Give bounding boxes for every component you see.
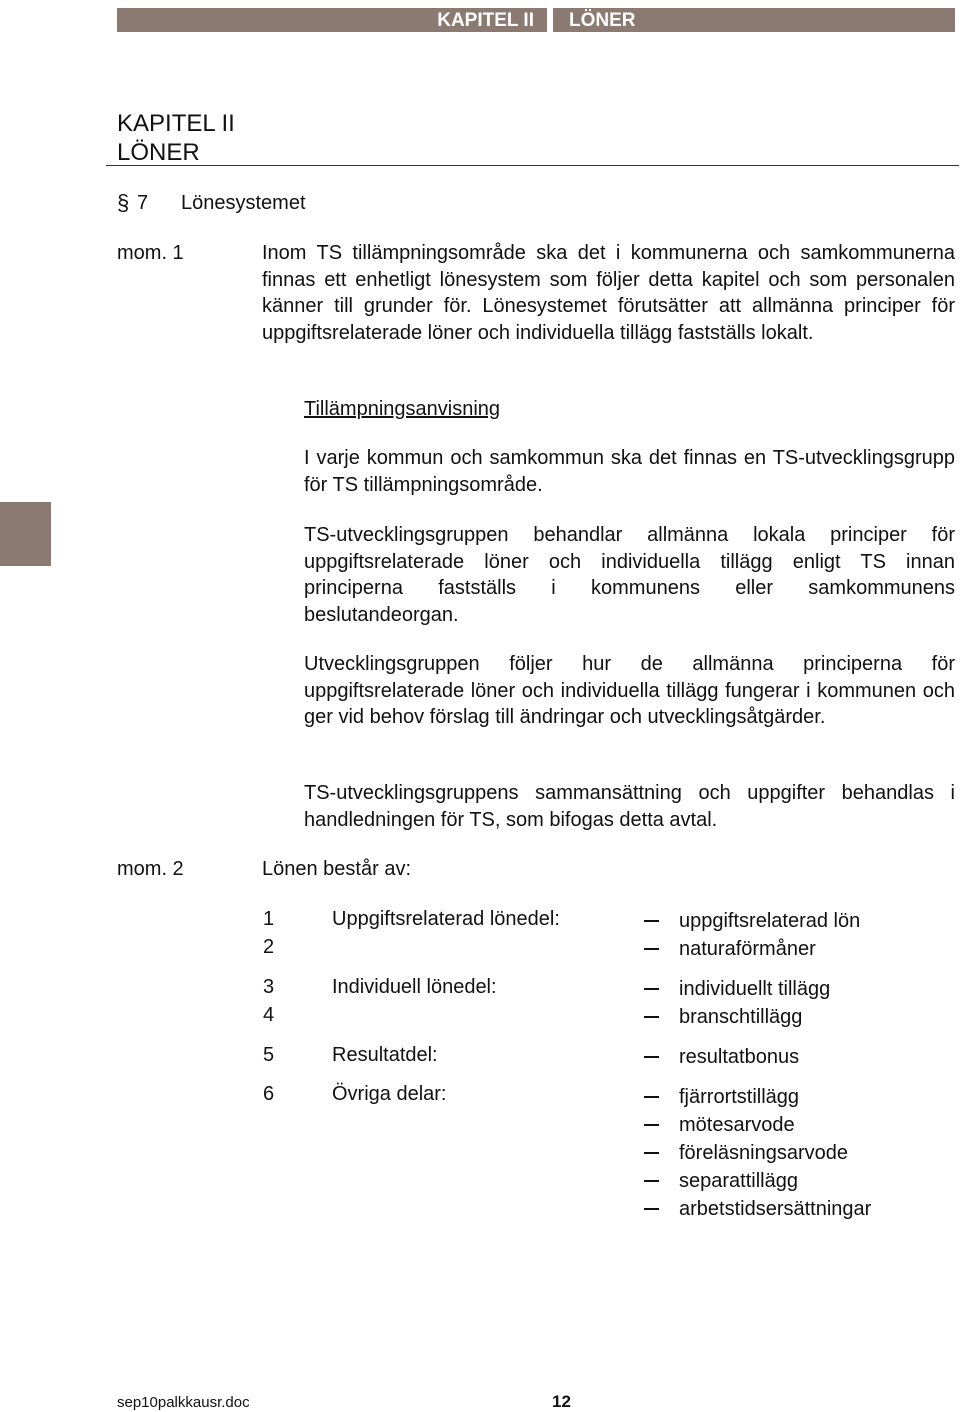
header-chapter: KAPITEL II — [437, 10, 534, 31]
dash-bullet — [644, 988, 659, 990]
component-item: branschtillägg — [679, 1006, 803, 1028]
guidance-paragraph: Utvecklingsgruppen följer hur de allmänna principerna för uppgiftsrelaterade löner och individuella tillägg fungerar i kommunen och ger vid behov förslag till ändringar och utvecklingsåtgärder. — [304, 653, 955, 728]
component-label: Övriga delar: — [332, 1083, 447, 1105]
dash-bullet — [644, 948, 659, 950]
mom2-label: mom. 2 — [117, 858, 184, 880]
component-item: separattillägg — [679, 1170, 798, 1192]
component-number: 4 — [263, 1004, 275, 1026]
heading-divider — [106, 165, 959, 166]
component-item: individuellt tillägg — [679, 978, 831, 1000]
mom1-text: Inom TS tillämpningsområde ska det i kommunerna och samkommunerna finnas ett enhetligt lönesystem som följer detta kapitel och som personalen känner till grunder för. Lönesystemet förutsätter att allmänna principer för uppgiftsrelaterade löner och individuella tillägg fastställs lokalt. — [262, 242, 955, 344]
dash-bullet — [644, 1056, 659, 1058]
component-number: 1 — [263, 908, 275, 930]
component-number: 6 — [263, 1083, 275, 1105]
section-symbol: § — [117, 190, 130, 215]
dash-bullet — [644, 1096, 659, 1098]
component-number: 5 — [263, 1044, 275, 1066]
component-number: 2 — [263, 936, 275, 958]
component-item: arbetstidsersättningar — [679, 1198, 872, 1220]
header-topic: LÖNER — [569, 10, 636, 31]
section-title: Lönesystemet — [181, 192, 306, 214]
dash-bullet — [644, 1180, 659, 1182]
component-item: uppgiftsrelaterad lön — [679, 910, 861, 932]
component-item: fjärrortstillägg — [679, 1086, 800, 1108]
component-label: Uppgiftsrelaterad lönedel: — [332, 908, 560, 930]
page-number: 12 — [552, 1392, 571, 1411]
component-label: Resultatdel: — [332, 1044, 438, 1066]
guidance-paragraph: I varje kommun och samkommun ska det finnas en TS-utvecklingsgrupp för TS tillämpningsområde. — [304, 447, 955, 496]
component-item: mötesarvode — [679, 1114, 795, 1136]
header-chapter-bar — [117, 8, 547, 32]
dash-bullet — [644, 1016, 659, 1018]
component-item: resultatbonus — [679, 1046, 800, 1068]
component-number: 3 — [263, 976, 275, 998]
mom1-label: mom. 1 — [117, 242, 184, 264]
component-item: naturaförmåner — [679, 938, 816, 960]
mom2-intro: Lönen består av: — [262, 858, 411, 880]
component-label: Individuell lönedel: — [332, 976, 497, 998]
footer-filename: sep10palkkausr.doc — [117, 1394, 250, 1411]
section-number: 7 — [137, 192, 149, 214]
dash-bullet — [644, 1208, 659, 1210]
guidance-heading: Tillämpningsanvisning — [304, 398, 501, 420]
guidance-paragraph: TS-utvecklingsgruppen behandlar allmänna lokala principer för uppgiftsrelaterade löner och individuella tillägg enligt TS innan principerna fastställs i kommunens eller samkommunens beslutandeorgan. — [304, 524, 955, 626]
guidance-paragraph: TS-utvecklingsgruppens sammansättning och uppgifter behandlas i handledningen för TS, som bifogas detta avtal. — [304, 782, 955, 831]
chapter-side-tab — [0, 502, 51, 566]
chapter-heading-line1: KAPITEL II — [117, 110, 235, 137]
dash-bullet — [644, 920, 659, 922]
header-topic-bar — [553, 8, 955, 32]
dash-bullet — [644, 1124, 659, 1126]
component-item: föreläsningsarvode — [679, 1142, 848, 1164]
dash-bullet — [644, 1152, 659, 1154]
chapter-heading — [117, 109, 235, 167]
chapter-heading-line2: LÖNER — [117, 139, 200, 166]
